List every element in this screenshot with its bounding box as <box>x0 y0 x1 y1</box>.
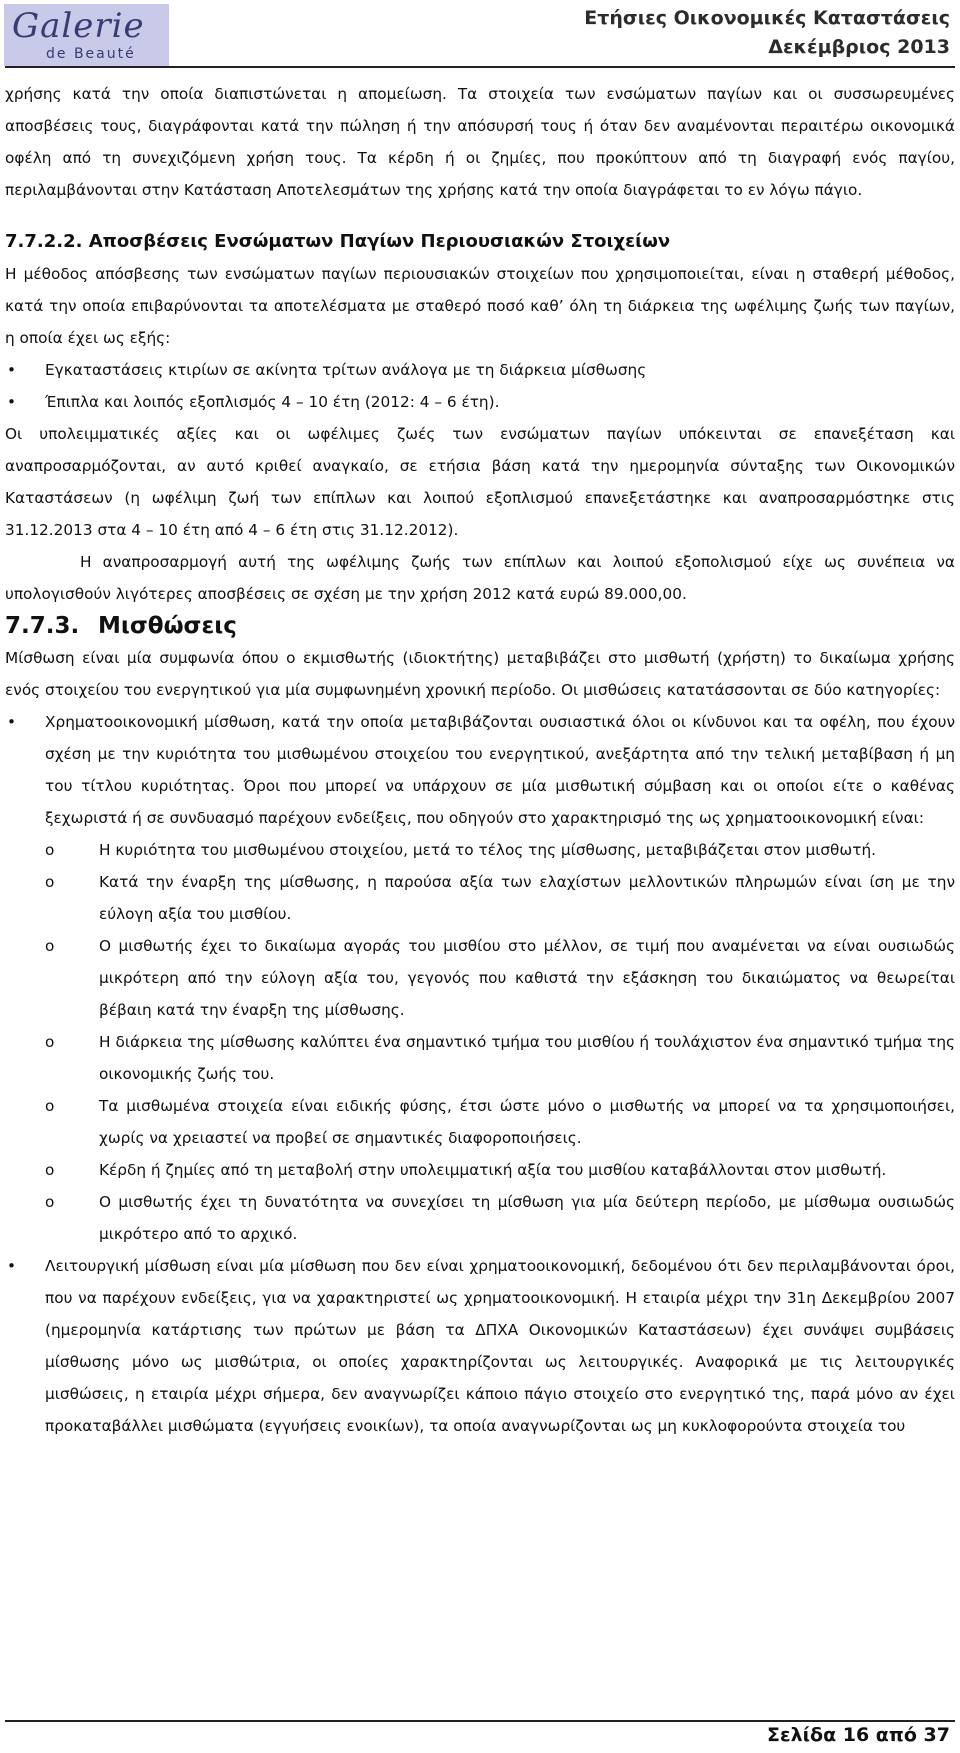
document-date: Δεκέμβριος 2013 <box>768 36 950 58</box>
sub-list-item: o Η διάρκεια της μίσθωσης καλύπτει ένα σημαντικό τμήμα του μισθίου ή τουλάχιστον ένα σημαντικό τμήμα της οικονομικής ζωής του. <box>5 1026 955 1090</box>
paragraph: Οι υπολειμματικές αξίες και οι ωφέλιμες ζωές των ενσώματων παγίων υπόκεινται σε επανεξέταση και αναπροσαρμόζονται, αν αυτό κριθεί αναγκαίο, σε ετήσια βάση κατά την ημερομηνία σύνταξης των Οικονομικών Καταστάσεων (η ωφέλιμη ζωή των επίπλων και λοιπού εξοπλισμού επανεξετάστηκε και αναπροσαρμόστηκε στις 31.12.2013 στα 4 – 10 έτη από 4 – 6 έτη στις 31.12.2012). <box>5 425 955 539</box>
list-item: • Εγκαταστάσεις κτιρίων σε ακίνητα τρίτων ανάλογα με τη διάρκεια μίσθωσης <box>5 354 955 386</box>
list-item-finance-lease <box>5 706 955 1250</box>
sub-list-item: o Η κυριότητα του μισθωμένου στοιχείου, μετά το τέλος της μίσθωσης, μεταβιβάζεται στον μισθωτή. <box>5 834 955 866</box>
sub-list-item: o Κατά την έναρξη της μίσθωσης, η παρούσα αξία των ελαχίστων μελλοντικών πληρωμών είναι ίση με την εύλογη αξία του μισθίου. <box>5 866 955 930</box>
section-title: Μισθώσεις <box>98 613 237 639</box>
page-number: Σελίδα 16 από 37 <box>767 1724 950 1746</box>
document-title: Ετήσιες Οικονομικές Καταστάσεις <box>584 7 950 29</box>
paragraph: Η μέθοδος απόσβεσης των ενσώματων παγίων περιουσιακών στοιχείων που χρησιμοποιείται, είναι η σταθερή μέθοδος, κατά την οποία επιβαρύνονται τα αποτελέσματα με σταθερό ποσό καθ’ όλη τη διάρκεια της ωφέλιμης ζωής των παγίων, η οποία έχει ως εξής: <box>5 265 955 347</box>
list-item-text: Χρηματοοικονομική μίσθωση, κατά την οποία μεταβιβάζονται ουσιαστικά όλοι οι κίνδυνοι και τα οφέλη, που έχουν σχέση με την κυριότητα του μισθωμένου στοιχείου του ενεργητικού, ανεξάρτητα από την τελική μεταβίβαση ή μη του τίτλου κυριότητας. Όροι που μπορεί να υπάρχουν σε μία μισθωτική σύμβαση και οι οποίοι είτε ο καθένας ξεχωριστά ή σε συνδυασμό παρέχουν ενδείξεις, που οδηγούν στο χαρακτηρισμό της ως χρηματοοικονομική είναι: <box>45 713 955 827</box>
section-number: 7.7.3. <box>5 613 80 639</box>
lease-types-list <box>5 706 955 1442</box>
paragraph: χρήσης κατά την οποία διαπιστώνεται η απομείωση. Τα στοιχεία των ενσώματων παγίων και οι συσσωρευμένες αποσβέσεις τους, διαγράφονται κατά την πώληση ή την απόσυρσή τους ή όταν δεν αναμένονται περαιτέρω οικονομικά οφέλη από τη συνεχιζόμενη χρήση τους. Τα κέρδη ή οι ζημίες, που προκύπτουν από τη διαγραφή ενός παγίου, περιλαμβάνονται στην Κατάσταση Αποτελεσμάτων της χρήσης κατά την οποία διαγράφεται το εν λόγω πάγιο. <box>5 85 955 199</box>
document-body <box>5 78 955 1442</box>
header-divider <box>5 66 955 68</box>
paragraph: Η αναπροσαρμογή αυτή της ωφέλιμης ζωής των επίπλων και λοιπού εξοπολισμού είχε ως συνέπεια να υπολογισθούν λιγότερες αποσβέσεις σε σχέση με την χρήση 2012 κατά ευρώ 89.000,00. <box>5 553 955 603</box>
company-logo <box>4 4 169 66</box>
logo-main-text: Galerie <box>12 6 145 46</box>
page-header <box>0 0 960 74</box>
list-item-operating-lease: • Λειτουργική μίσθωση είναι μία μίσθωση που δεν είναι χρηματοοικονομική, δεδομένου ότι δεν περιλαμβάνονται όροι, που να παρέχουν ενδείξεις, για να χαρακτηριστεί ως χρηματοοικονομική. Η εταιρία μέχρι την 31η Δεκεμβρίου 2007 (ημερομηνία κατάρτισης των πρώτων με βάση τα ΔΠΧΑ Οικονομικών Καταστάσεων) έχει συνάψει συμβάσεις μίσθωσης μόνο ως μισθώτρια, οι οποίες χαρακτηρίζονται ως λειτουργικές. Αναφορικά με τις λειτουργικές μισθώσεις, η εταιρία μέχρι σήμερα, δεν αναγνωρίζει κάποιο πάγιο στοιχείο στο ενεργητικό της, παρά μόνο αν έχει προκαταβάλλει μισθώματα (εγγυήσεις ενοικίων), τα οποία αναγνωρίζονται ως μη κυκλοφορούντα στοιχεία του <box>5 1250 955 1442</box>
section-heading-7-7-2-2: 7.7.2.2. Αποσβέσεις Ενσώματων Παγίων Περιουσιακών Στοιχείων <box>5 231 671 252</box>
bullet-list <box>5 354 955 418</box>
logo-sub-text: de Beauté <box>46 46 136 62</box>
list-item: • Έπιπλα και λοιπός εξοπλισμός 4 – 10 έτη (2012: 4 – 6 έτη). <box>5 386 955 418</box>
sub-list-item: o Κέρδη ή ζημίες από τη μεταβολή στην υπολειμματική αξία του μισθίου καταβάλλονται στον μισθωτή. <box>5 1154 955 1186</box>
paragraph: Μίσθωση είναι μία συμφωνία όπου ο εκμισθωτής (ιδιοκτήτης) μεταβιβάζει στο μισθωτή (χρήστη) το δικαίωμα χρήσης ενός στοιχείου του ενεργητικού για μία συμφωνημένη χρονική περίοδο. Οι μισθώσεις κατατάσσονται σε δύο κατηγορίες: <box>5 649 955 699</box>
sub-list-item: o Ο μισθωτής έχει τη δυνατότητα να συνεχίσει τη μίσθωση για μία δεύτερη περίοδο, με μίσθωμα ουσιωδώς μικρότερο από το αρχικό. <box>5 1186 955 1250</box>
sub-list-item: o Τα μισθωμένα στοιχεία είναι ειδικής φύσης, έτσι ώστε μόνο ο μισθωτής να μπορεί να τα χρησιμοποιήσει, χωρίς να χρειαστεί να προβεί σε σημαντικές διαφοροποιήσεις. <box>5 1090 955 1154</box>
footer-divider <box>5 1720 955 1722</box>
section-heading-7-7-3 <box>5 610 955 642</box>
header-info <box>584 4 950 62</box>
sub-list <box>45 834 955 1250</box>
sub-list-item: o Ο μισθωτής έχει το δικαίωμα αγοράς του μισθίου στο μέλλον, σε τιμή που αναμένεται να είναι ουσιωδώς μικρότερη από την εύλογη αξία του, γεγονός που καθιστά την εξάσκηση του δικαιώματος να θεωρείται βέβαιη κατά την έναρξη της μίσθωσης. <box>5 930 955 1026</box>
